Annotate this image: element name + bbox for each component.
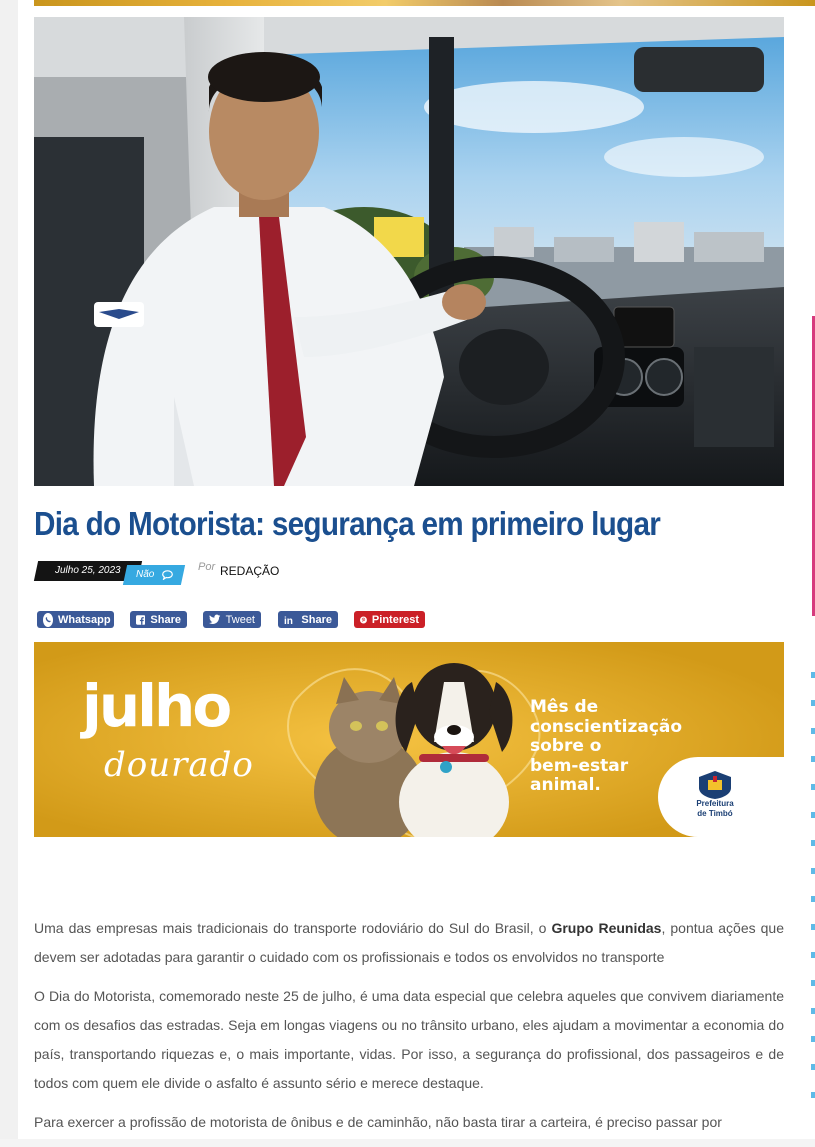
banner-brand-julho: julho: [82, 672, 230, 740]
hero-image: [34, 17, 784, 486]
julho-dourado-banner[interactable]: [34, 642, 784, 837]
company-name: Grupo Reunidas: [551, 920, 662, 936]
share-facebook-label: Share: [150, 613, 181, 626]
banner-message-line: conscientização: [530, 716, 683, 737]
banner-message-line: bem-estar: [530, 755, 629, 776]
banner-message-line: animal.: [530, 775, 601, 795]
prefeitura-name: [690, 799, 740, 819]
comments-icon: [162, 570, 173, 580]
post-date-label: Julho 25, 2023: [55, 565, 121, 576]
by-label: Por: [198, 561, 216, 573]
share-linkedin-label: Share: [301, 613, 332, 626]
comments-label: Não: [136, 569, 155, 580]
author-link[interactable]: REDAÇÃO: [220, 564, 280, 578]
pinterest-icon: [360, 614, 367, 626]
whatsapp-icon: [43, 613, 53, 627]
article-body: [34, 914, 784, 1147]
share-pinterest-button[interactable]: [354, 611, 425, 628]
share-twitter-label: Tweet: [225, 613, 255, 626]
left-gutter: [0, 0, 18, 1139]
paragraph-3: Para exercer a profissão de motorista de ônibus e de caminhão, não basta tirar a carteira, é preciso passar por: [34, 1114, 722, 1130]
prefeitura-line: Prefeitura: [696, 799, 734, 808]
share-twitter-button[interactable]: [203, 611, 261, 628]
twitter-icon: [209, 614, 221, 625]
share-whatsapp-button[interactable]: [37, 611, 114, 628]
svg-text:in: in: [284, 615, 293, 626]
article-title: Dia do Motorista: segurança em primeiro lugar: [34, 505, 661, 542]
share-linkedin-button[interactable]: [278, 611, 338, 628]
share-whatsapp-label: Whatsapp: [58, 613, 111, 626]
facebook-icon: [136, 614, 145, 626]
prefeitura-line: de Timbó: [697, 809, 733, 818]
share-facebook-button[interactable]: [130, 611, 187, 628]
linkedin-icon: [284, 614, 296, 626]
paragraph-1: [34, 914, 784, 972]
paragraph-2: O Dia do Motorista, comemorado neste 25 de julho, é uma data especial que celebra aqueles que convivem diariamente com os desafios das estradas. Seja em longas viagens ou no trânsito urbano, eles ajudam a movimentar a economia do país, transportando riquezas e, o mais importante, vidas. Por isso, a segurança do profissional, dos passageiros e de todos com quem ele divide o asfalto é assunto sério e merece destaque.: [34, 988, 784, 1091]
prefeitura-crest-icon: [696, 770, 734, 800]
paragraph-text: Uma das empresas mais tradicionais do transporte rodoviário do Sul do Brasil, o: [34, 920, 552, 936]
sidebar-edge-decoration: [811, 650, 815, 1110]
banner-message-line: sobre o: [530, 736, 602, 756]
paragraph-text: , pontua ações que devem ser adotadas para garantir o cuidado com os profissionais e todos os envolvidos no transporte: [34, 920, 784, 965]
share-pinterest-label: Pinterest: [371, 613, 419, 626]
top-banner-strip[interactable]: [34, 0, 815, 6]
comments-link[interactable]: [123, 565, 185, 585]
banner-brand-dourado: dourado: [104, 745, 254, 785]
banner-message-line: Mês de: [530, 697, 599, 717]
